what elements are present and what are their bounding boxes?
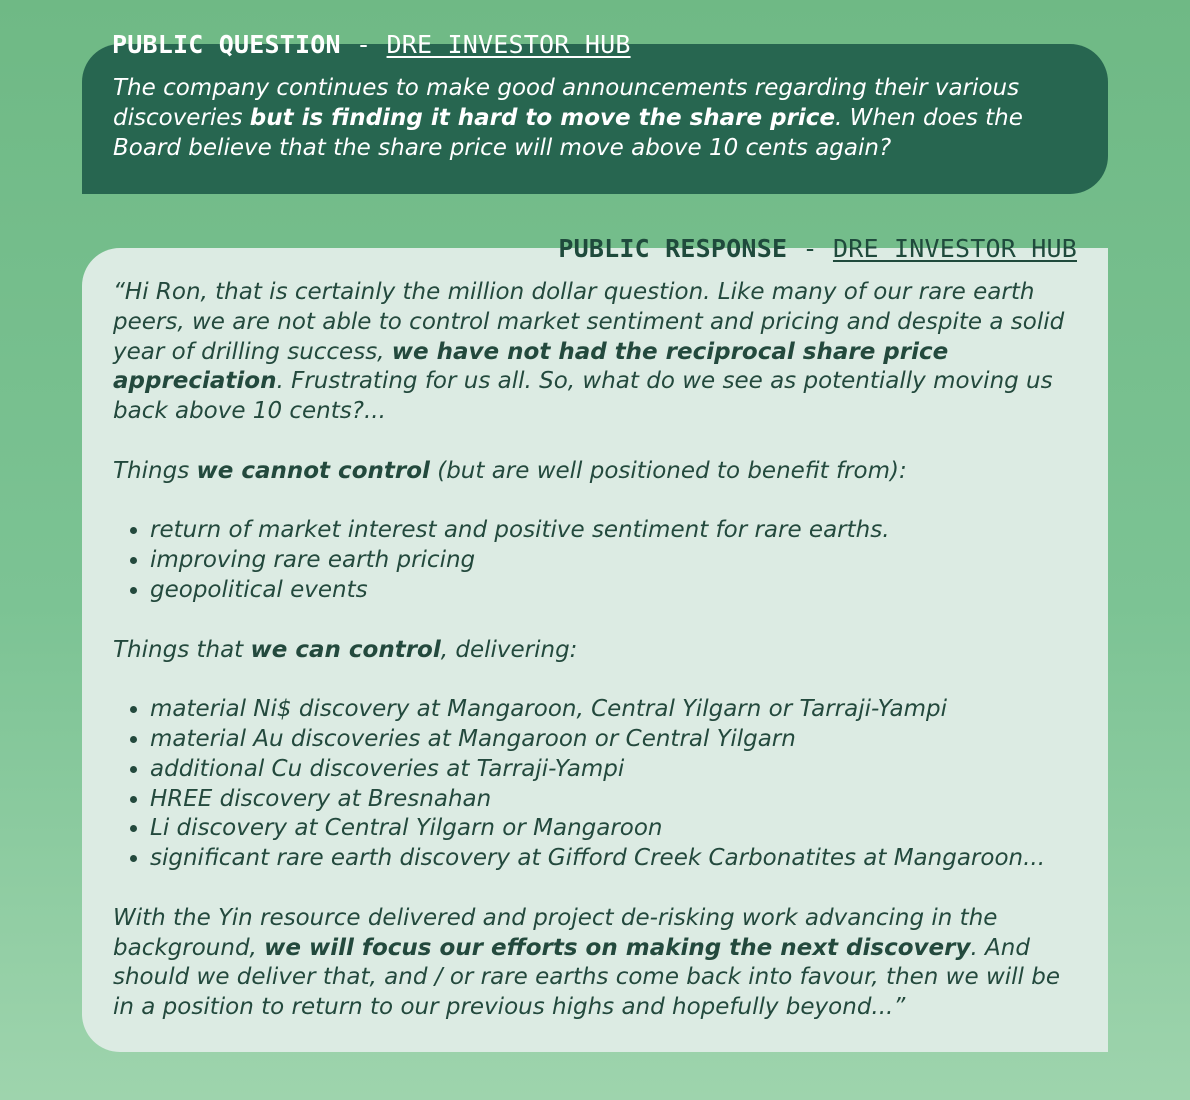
list-item: • return of market interest and positive sentiment for rare earths. bbox=[150, 516, 1078, 546]
response-closing-part-1: With the Yin resource delivered and project de-risking work advancing in the background, bbox=[113, 904, 998, 961]
question-text-part-2: . When does the Board believe that the share price will move above 10 cents again? bbox=[113, 104, 1023, 161]
question-kind-label: PUBLIC QUESTION bbox=[112, 30, 341, 59]
question-text bbox=[113, 74, 1068, 163]
response-intro-part-1: “Hi Ron, that is certainly the million dollar question. Like many of our rare earth peers, we are not able to control market sentiment and pricing and despite a solid year of drilling success, bbox=[113, 279, 1065, 365]
paragraph-gap bbox=[113, 487, 1078, 517]
response-closing bbox=[113, 904, 1078, 1023]
response-intro-part-2: . Frustrating for us all. So, what do we see as potentially moving us back above 10 cents?... bbox=[113, 368, 1053, 425]
cannot-control-list bbox=[113, 516, 1078, 605]
question-header bbox=[112, 30, 631, 60]
list-item: • geopolitical events bbox=[150, 576, 1078, 606]
response-closing-part-2: . And should we deliver that, and / or rare earths come back into favour, then we will be in a position to return to our previous highs and hopefully beyond...” bbox=[113, 934, 1060, 1021]
cannot-control-heading bbox=[113, 457, 1078, 487]
can-control-heading bbox=[113, 636, 1078, 666]
response-source-link[interactable]: DRE INVESTOR HUB bbox=[832, 234, 1077, 263]
list-item: • HREE discovery at Bresnahan bbox=[150, 785, 1078, 815]
response-closing-emphasis: we will focus our efforts on making the next discovery bbox=[264, 934, 971, 961]
response-header bbox=[558, 234, 1077, 264]
question-text-part-1: The company continues to make good announcements regarding their various discoveries bbox=[113, 75, 1020, 131]
can-control-list bbox=[113, 695, 1078, 874]
response-label-separator: - bbox=[787, 234, 833, 263]
paragraph-gap bbox=[113, 427, 1078, 457]
can-control-suffix: , delivering: bbox=[440, 636, 578, 663]
list-item: • material Au discoveries at Mangaroon or Central Yilgarn bbox=[150, 725, 1078, 755]
list-item: • improving rare earth pricing bbox=[150, 546, 1078, 576]
cannot-control-emphasis: we cannot control bbox=[196, 457, 430, 484]
list-item: • Li discovery at Central Yilgarn or Mangaroon bbox=[150, 814, 1078, 844]
question-label-separator: - bbox=[340, 30, 387, 59]
question-source-link[interactable]: DRE INVESTOR HUB bbox=[386, 30, 631, 59]
paragraph-gap bbox=[113, 665, 1078, 695]
paragraph-gap bbox=[113, 606, 1078, 636]
response-kind-label: PUBLIC RESPONSE bbox=[558, 234, 788, 263]
list-item: • additional Cu discoveries at Tarraji-Yampi bbox=[150, 755, 1078, 785]
can-control-prefix: Things that bbox=[113, 636, 251, 663]
paragraph-gap bbox=[113, 874, 1078, 904]
cannot-control-suffix: (but are well positioned to benefit from): bbox=[429, 457, 907, 484]
response-intro bbox=[113, 278, 1078, 427]
cannot-control-prefix: Things bbox=[113, 457, 197, 484]
response-card bbox=[82, 248, 1108, 1052]
can-control-emphasis: we can control bbox=[250, 636, 441, 663]
list-item: • significant rare earth discovery at Gifford Creek Carbonatites at Mangaroon... bbox=[150, 844, 1078, 874]
response-intro-emphasis: we have not had the reciprocal share price appreciation bbox=[113, 338, 949, 395]
list-item: • material Ni$ discovery at Mangaroon, Central Yilgarn or Tarraji-Yampi bbox=[150, 695, 1078, 725]
question-card bbox=[82, 44, 1108, 194]
question-text-emphasis: but is finding it hard to move the share price bbox=[249, 104, 836, 131]
